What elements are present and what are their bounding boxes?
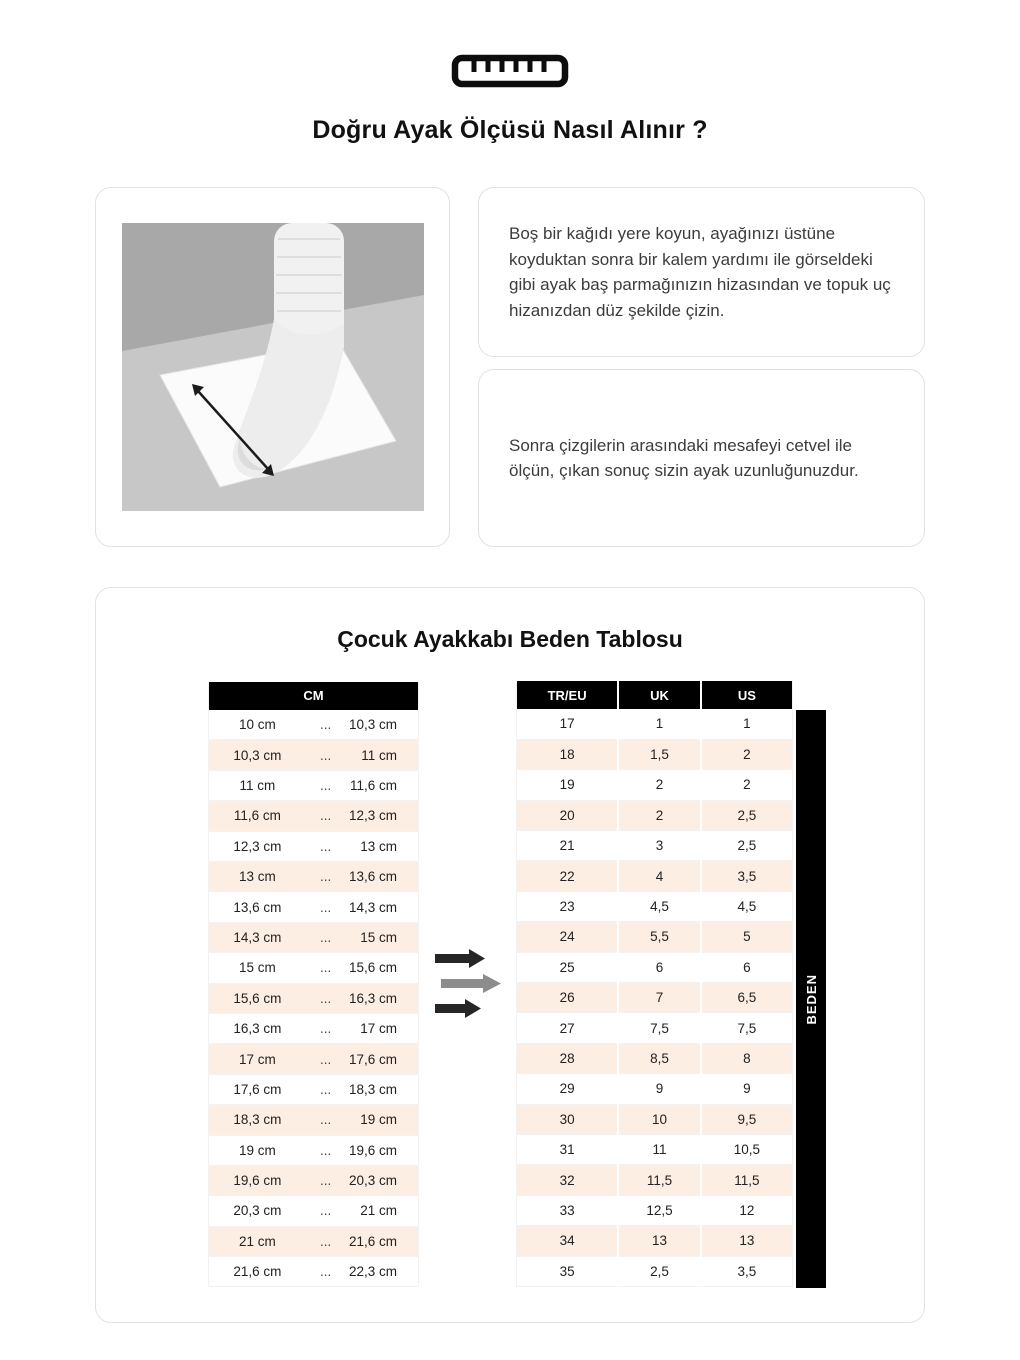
table-cell: 10,5 (701, 1134, 793, 1164)
table-row (209, 892, 419, 922)
size-chart-title: Çocuk Ayakkabı Beden Tablosu (337, 626, 683, 652)
table-cell: ... (320, 1021, 332, 1037)
table-cell: 19 cm (238, 1142, 276, 1158)
table-cell: 7,5 (618, 1013, 701, 1043)
table-cell: 11,5 (701, 1165, 793, 1195)
table-row (209, 1135, 419, 1165)
table-row (209, 1196, 419, 1226)
table-cell: 4 (618, 861, 701, 891)
table-cell: 12,3 cm (233, 838, 282, 854)
table-cell: 14,3 cm (233, 929, 282, 945)
table-cell: 11,5 (618, 1165, 701, 1195)
beden-side-bar (796, 710, 826, 1288)
table-cell: 2 (701, 770, 793, 800)
instruction-text-2: Sonra çizgilerin arasındaki mesafeyi cetvel ile ölçün, çıkan sonuç sizin ayak uzunluğunuzdur. (509, 435, 859, 480)
table-row (517, 1226, 793, 1256)
table-row (517, 952, 793, 982)
size-chart-card (95, 587, 925, 1323)
table-cell: 21 (559, 838, 575, 854)
table-cell: 2 (701, 739, 793, 769)
table-cell: 21 cm (360, 1203, 397, 1219)
table-cell: 13 cm (360, 838, 397, 854)
table-row (517, 1195, 793, 1225)
table-row (209, 740, 419, 770)
table-row (517, 831, 793, 861)
table-cell: 8 (701, 1043, 793, 1073)
table-cell: 18,3 cm (348, 1081, 397, 1097)
table-cell: 16,3 cm (233, 1021, 282, 1037)
table-row (517, 800, 793, 830)
table-row (209, 1013, 419, 1043)
table-cell: 15,6 cm (348, 960, 397, 976)
table-cell: 2,5 (618, 1256, 701, 1286)
table-row (517, 1256, 793, 1286)
table-cell: ... (320, 929, 332, 945)
table-cell: ... (320, 1051, 332, 1067)
table-cell: 11,6 cm (349, 778, 397, 793)
table-cell: 20 (559, 807, 575, 823)
table-row (209, 861, 419, 891)
table-cell: 13,6 cm (348, 869, 397, 885)
table-row (209, 922, 419, 952)
table-cell: 25 (559, 959, 575, 975)
foot-photo-card (95, 187, 450, 547)
table-cell: ... (320, 716, 332, 732)
table-cell: 21,6 cm (348, 1233, 397, 1249)
table-cell: 19 (559, 777, 575, 793)
instruction-card-2 (478, 369, 925, 547)
table-row (517, 922, 793, 952)
table-cell: 1 (618, 709, 701, 739)
table-row (517, 709, 793, 739)
table-cell: 19,6 cm (233, 1173, 282, 1189)
table-cell: 9 (618, 1074, 701, 1104)
table-cell: 21 cm (238, 1233, 276, 1249)
table-cell: 12,3 cm (348, 808, 397, 824)
table-cell: 29 (559, 1081, 575, 1097)
table-cell: 6 (701, 952, 793, 982)
table-cell: 32 (559, 1172, 575, 1188)
table-cell: 17 cm (360, 1021, 397, 1037)
table-row (209, 983, 419, 1013)
table-cell: 28 (559, 1050, 575, 1066)
size-table-wrap (516, 681, 826, 1288)
table-row (209, 1165, 419, 1195)
table-row (209, 710, 419, 740)
table-cell: 4,5 (701, 891, 793, 921)
cm-table-header: CM (209, 682, 419, 710)
size-table-header-us: US (701, 681, 793, 709)
table-row (209, 801, 419, 831)
table-cell: 10 (618, 1104, 701, 1134)
table-cell: 16,3 cm (348, 990, 397, 1006)
ruler-icon (450, 50, 570, 90)
table-cell: 10 cm (238, 716, 276, 732)
table-cell: 21,6 cm (233, 1264, 282, 1280)
table-cell: 22,3 cm (348, 1264, 397, 1280)
table-cell: ... (320, 808, 332, 824)
table-cell: 10,3 cm (233, 747, 282, 763)
table-cell: 24 (559, 929, 575, 945)
table-row (209, 1105, 419, 1135)
table-row (517, 1165, 793, 1195)
table-cell: 8,5 (618, 1043, 701, 1073)
table-row (517, 1104, 793, 1134)
table-cell: 5,5 (618, 922, 701, 952)
table-cell: 2 (618, 800, 701, 830)
table-cell: 4,5 (618, 891, 701, 921)
table-cell: 1,5 (618, 739, 701, 769)
table-cell: ... (320, 1203, 332, 1219)
table-cell: 2,5 (701, 831, 793, 861)
table-cell: 12,5 (618, 1195, 701, 1225)
table-cell: 23 (559, 899, 575, 915)
table-cell: ... (320, 747, 332, 763)
arrows-box (419, 946, 516, 1024)
table-row (517, 861, 793, 891)
table-row (209, 1226, 419, 1256)
table-cell: 31 (559, 1142, 575, 1158)
table-row (209, 831, 419, 861)
table-cell: 7,5 (701, 1013, 793, 1043)
table-cell: 5 (701, 922, 793, 952)
table-cell: ... (320, 778, 332, 793)
table-cell: 15 cm (360, 929, 397, 945)
instruction-text-1: Boş bir kağıdı yere koyun, ayağınızı üstüne koyduktan sonra bir kalem yardımı ile görseldeki gibi ayak baş parmağınızın hizasından ve topuk uç hizanızdan düz şekilde çizin. (509, 224, 891, 320)
size-table-header-treu: TR/EU (517, 681, 619, 709)
table-cell: ... (320, 1264, 332, 1280)
table-cell: 34 (559, 1233, 575, 1249)
table-cell: 10,3 cm (348, 716, 397, 732)
table-cell: 17,6 cm (233, 1081, 282, 1097)
table-row (517, 1134, 793, 1164)
size-table-header-uk: UK (618, 681, 701, 709)
page-title: Doğru Ayak Ölçüsü Nasıl Alınır ? (312, 116, 708, 144)
table-cell: 35 (559, 1263, 575, 1279)
beden-side-label: BEDEN (803, 973, 819, 1025)
table-cell: ... (320, 1081, 332, 1097)
table-cell: 20,3 cm (348, 1173, 397, 1189)
size-table-header-row (517, 681, 793, 709)
table-cell: 2,5 (701, 800, 793, 830)
table-cell: 3,5 (701, 861, 793, 891)
instruction-cards (478, 187, 925, 547)
table-cell: 20,3 cm (233, 1203, 282, 1219)
table-cell: 17 (559, 716, 575, 732)
table-cell: ... (320, 1142, 332, 1158)
foot-measurement-photo (122, 223, 424, 511)
table-cell: ... (320, 960, 332, 976)
table-cell: 2 (618, 770, 701, 800)
table-cell: 6 (618, 952, 701, 982)
cm-table (208, 682, 419, 1288)
table-cell: 13,6 cm (233, 899, 282, 915)
table-cell: 6,5 (701, 983, 793, 1013)
table-cell: ... (320, 869, 332, 885)
table-cell: 1 (701, 709, 793, 739)
table-cell: 13 (701, 1226, 793, 1256)
table-cell: 13 (618, 1226, 701, 1256)
table-cell: 11 cm (361, 747, 397, 763)
table-cell: 3 (618, 831, 701, 861)
table-cell: 26 (559, 990, 575, 1006)
size-tables-row (96, 681, 924, 1288)
table-cell: 12 (701, 1195, 793, 1225)
table-cell: 22 (559, 868, 575, 884)
table-cell: 18,3 cm (233, 1112, 282, 1128)
table-cell: 11,6 cm (233, 808, 281, 824)
table-row (517, 1013, 793, 1043)
table-row (209, 1257, 419, 1287)
table-cell: ... (320, 990, 332, 1006)
table-cell: 18 (559, 747, 575, 763)
table-cell: 9 (701, 1074, 793, 1104)
table-cell: ... (320, 899, 332, 915)
table-cell: 19,6 cm (348, 1142, 397, 1158)
table-cell: 15 cm (238, 960, 276, 976)
table-cell: 7 (618, 983, 701, 1013)
table-row (517, 739, 793, 769)
table-cell: 19 cm (360, 1112, 397, 1128)
table-row (209, 770, 419, 800)
table-cell: 27 (559, 1020, 575, 1036)
table-row (209, 1044, 419, 1074)
table-cell: ... (320, 1173, 332, 1189)
table-cell: ... (320, 1233, 332, 1249)
ruler-icon-row (0, 50, 1020, 90)
table-row (209, 953, 419, 983)
table-row (517, 1074, 793, 1104)
table-cell: 14,3 cm (348, 899, 397, 915)
table-row (209, 1074, 419, 1104)
table-row (517, 983, 793, 1013)
table-cell: 3,5 (701, 1256, 793, 1286)
table-cell: 11 (618, 1134, 701, 1164)
table-row (517, 891, 793, 921)
table-cell: 9,5 (701, 1104, 793, 1134)
cm-table-header-row (209, 682, 419, 710)
table-cell: 17,6 cm (348, 1051, 397, 1067)
table-cell: 33 (559, 1202, 575, 1218)
table-row (517, 770, 793, 800)
table-cell: 15,6 cm (233, 990, 282, 1006)
table-cell: ... (320, 838, 332, 854)
table-cell: 11 cm (239, 778, 276, 793)
table-cell: 13 cm (238, 869, 276, 885)
convert-arrows-icon (433, 946, 503, 1024)
table-cell: ... (320, 1112, 332, 1128)
size-table (516, 681, 793, 1287)
table-cell: 17 cm (238, 1051, 276, 1067)
intro-section (95, 187, 925, 547)
instruction-card-1 (478, 187, 925, 357)
table-row (517, 1043, 793, 1073)
table-cell: 30 (559, 1111, 575, 1127)
